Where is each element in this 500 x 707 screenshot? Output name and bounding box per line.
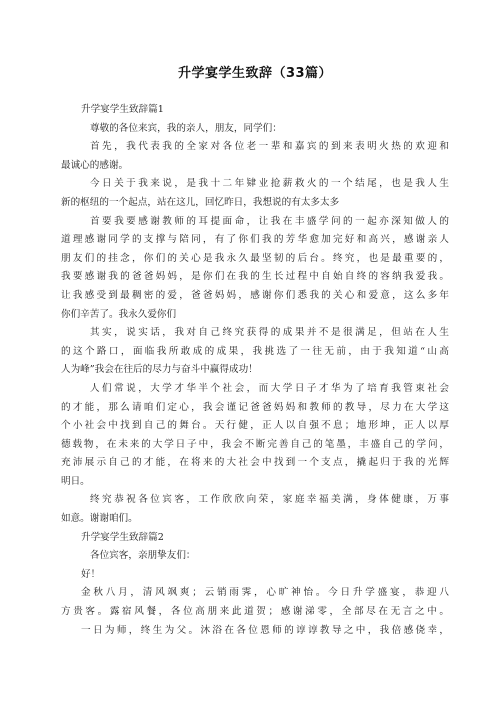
text-line: 新的枢纽的一个起点，站在这儿，回忆昨日，我想说的有太多太多 xyxy=(61,196,340,208)
section-heading: 升学宴学生致辞篇1 xyxy=(81,104,164,115)
text-line: 道理感谢同学的支撑与陪同，有了你们我的芳华愈加完好和高兴，感谢亲人 xyxy=(61,234,449,246)
text-line: 终究恭祝各位宾客，工作欣欣向荣，家庭幸福美满，身体健康，万事 xyxy=(90,494,449,506)
text-line: 一日为师，终生为父。沐浴在各位恩师的谆谆教导之中，我倍感侥幸， xyxy=(81,624,449,636)
text-line: 首要我要感谢教师的耳提面命，让我在丰盛学问的一起亦深知做人的 xyxy=(90,215,449,227)
document-title: 升学宴学生致辞（33篇） xyxy=(177,66,333,81)
section-heading: 升学宴学生致辞篇2 xyxy=(81,531,164,543)
text-line: 最诚心的感谢。 xyxy=(61,159,129,171)
text-line: 你们辛苦了。我永久爱你们 xyxy=(61,308,177,320)
text-line: 让我感受到最稠密的爱，爸爸妈妈，感谢你们悉我的关心和爱意，这么多年 xyxy=(61,289,449,301)
text-line: 首先，我代表我的全家对各位老一辈和嘉宾的到来表明火热的欢迎和 xyxy=(90,141,449,153)
text-line: 的才能，那么请咱们定心，我会谨记爸爸妈妈和教师的教导，尽力在大学这 xyxy=(61,401,449,413)
text-line: 方贵客。露宿风餐，各位高朋来此道贺；感谢涕零，全部尽在无言之中。 xyxy=(61,606,449,618)
text-line: 尊敬的各位来宾，我的亲人，朋友，同学们： xyxy=(90,122,282,134)
text-line: 明日。 xyxy=(61,475,90,487)
text-line: 的这个路口，面临我所敢成的成果，我挑选了一往无前，由于我知道“山高 xyxy=(61,345,449,357)
text-line: 朋友们的挂念，你们的关心是我永久最坚韧的后台。终究，也是最重要的， xyxy=(61,252,449,264)
text-line: 人们常说，大学才华半个社会，而大学日子才华为了培育我管束社会 xyxy=(90,382,449,394)
text-line: 个小社会中找到自己的舞台。天行健，正人以自强不息；地形坤，正人以厚 xyxy=(61,420,449,432)
text-line: 好！ xyxy=(81,568,101,580)
text-line: 我要感谢我的爸爸妈妈，是你们在我的生长过程中自始自终的容纳我爱我。 xyxy=(61,271,449,283)
text-line: 各位宾客，亲朋挚友们： xyxy=(90,550,196,562)
text-line: 今日关于我来说，是我十二年肄业抢薪救火的一个结尾，也是我人生 xyxy=(90,178,449,190)
text-line: 充沛展示自己的才能，在将来的大社会中找到一个支点，撬起归于我的光辉 xyxy=(61,457,449,469)
text-line: 人为峰”我会在往后的尽力与奋斗中赢得成功！ xyxy=(61,364,258,376)
text-line: 德载物，在未来的大学日子中，我会不断完善自己的笔墨，丰盛自己的学问， xyxy=(61,438,449,450)
text-line: 其实，说实话，我对自己终究获得的成果并不是很满足，但站在人生 xyxy=(90,327,449,339)
text-line: 如意。谢谢咱们。 xyxy=(61,513,138,525)
document-body xyxy=(61,101,449,640)
text-line: 金秋八月，清风飒爽；云销雨霁，心旷神怡。今日升学盛宴，恭迎八 xyxy=(81,587,449,599)
